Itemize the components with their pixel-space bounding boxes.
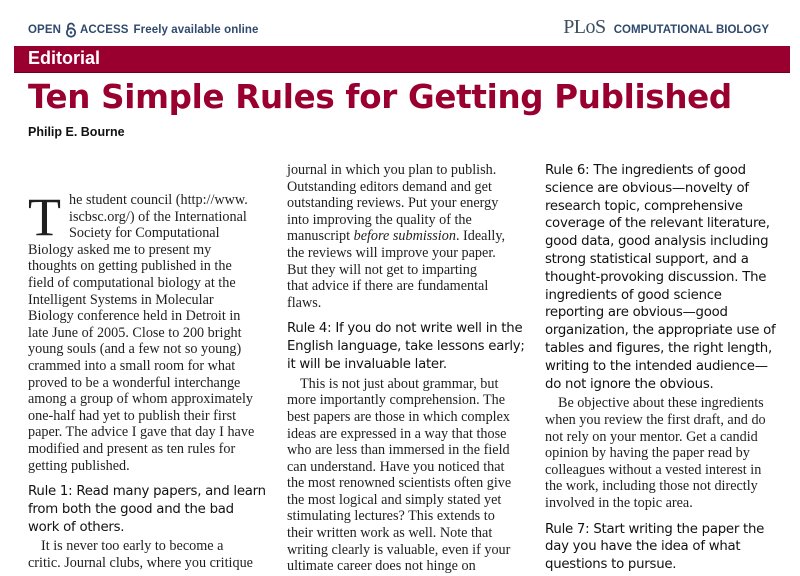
heading-line: English language, take lessons early; [287,339,525,355]
access-label: ACCESS [80,24,129,36]
open-lock-icon [65,22,77,38]
article-title: Ten Simple Rules for Getting Published [28,78,732,116]
text-line: the work, including those not directly [545,478,758,495]
text-line: stimulating lectures? This extends to [287,508,495,525]
text-line: he student council (http://www. [69,192,248,208]
text-line: into improving the quality of the [287,211,472,228]
heading-line: good data, good analysis including [545,234,769,250]
text-line: flaws. [287,294,322,311]
text-line: field of computational biology at the [28,274,236,291]
text-line: not rely on your mentor. Get a candid [545,428,758,445]
text-line: can understand. Have you noticed that [287,458,505,475]
rule-6-heading [545,162,781,393]
text-line: the reviews will improve your paper. [287,244,496,261]
drop-cap: T [28,187,61,247]
text-line: more importantly comprehension. The [287,392,506,409]
text-line: the most renowned scientists often give [287,475,512,492]
heading-line: coverage of the relevant literature, [545,216,770,232]
rule-1-heading [28,483,266,536]
section-bar [14,46,790,73]
text-line: Biology asked me to present my [28,241,212,258]
journal-name: COMPUTATIONAL BIOLOGY [613,24,769,36]
text-line: This is not just about grammar, but [300,375,499,392]
text-line: journal in which you plan to publish. [287,162,497,178]
section-label: Editorial [28,48,101,68]
text-line: who are less than immersed in the field [287,442,510,459]
text-line: modified and present as ten rules for [28,440,236,457]
text-line: ideas are expressed in a way that those [287,425,507,442]
text-line: proved to be a wonderful interchange [28,374,241,391]
heading-line: from both the good and the bad [28,501,234,517]
availability-label: Freely available online [133,24,259,36]
text-line: Society for Computational [69,225,220,242]
text-line: crammed into a small room for what [28,357,236,374]
text-line: Biology conference held in Detroit in [28,308,241,325]
text-fragment: manuscript [287,228,354,245]
emphasis-text: before submission [353,228,456,245]
heading-line: Rule 7: Start writing the paper the [545,521,765,537]
column-1 [28,187,266,572]
text-line: colleagues without a vested interest in [545,461,762,478]
rule-4-body [287,376,522,575]
text-line: Be objective about these ingredients [558,395,764,412]
text-line: young souls (and a few not so young) [28,341,242,358]
heading-line: Rule 6: The ingredients of good [545,163,746,178]
heading-line: Rule 1: Read many papers, and learn [28,484,266,500]
heading-line: do not ignore the obvious. [545,376,714,392]
text-line: thoughts on getting published in the [28,258,232,275]
rule-3-continuation [287,162,522,311]
text-line: Intelligent Systems in Molecular [28,291,214,308]
author-name: Philip E. Bourne [28,125,125,139]
text-line: their written work as well. Note that [287,525,493,542]
text-line: involved in the topic area. [545,494,693,511]
heading-line: thought-provoking discussion. The [545,269,767,285]
text-line: Outstanding editors demand and get [287,178,492,195]
heading-line: reporting are obvious—good [545,305,728,321]
heading-line: questions to pursue. [545,557,677,573]
text-line: when you review the first draft, and do [545,411,766,428]
text-line: best papers are those in which complex [287,408,510,425]
journal-logo [563,16,769,39]
text-line: paper. The advice I gave that day I have [28,424,255,441]
heading-line: it will be invaluable later. [287,356,447,372]
text-line: It is never too early to become a [41,538,224,555]
rule-1-body [28,538,260,571]
text-line: late June of 2005. Close to 200 bright [28,324,242,341]
column-2 [287,162,525,575]
heading-line: organization, the appropriate use of [545,323,776,339]
open-label: OPEN [28,24,61,36]
text-line: ultimate career does not hinge on [287,558,476,575]
text-line: that advice if there are fundamental [287,278,489,295]
rule-7-heading [545,521,781,574]
heading-line: ingredients of good science [545,287,722,303]
text-line: critic. Journal clubs, where you critique [28,555,253,572]
heading-line: strong statistical support, and a [545,251,749,267]
text-line: iscbsc.org/) of the International [69,208,247,225]
rule-4-heading [287,320,525,373]
intro-paragraph [28,187,260,474]
heading-line: work of others. [28,519,125,535]
text-line: the most logical and simply stated yet [287,491,502,508]
text-line: writing clearly is valuable, even if your [287,541,511,558]
text-line: among a group of whom approximately [28,391,253,408]
heading-line: Rule 4: If you do not write well in the [287,321,523,337]
text-fragment: . Ideally, [455,228,506,245]
text-line: one-half had yet to publish their first [28,407,237,424]
plos-logo: PLoS [563,16,606,38]
heading-line: science are obvious—novelty of [545,180,749,196]
heading-line: day you have the idea of what [545,539,741,555]
text-line [287,228,522,245]
text-line: outstanding reviews. Put your energy [287,195,499,212]
rule-6-body [545,395,781,511]
column-3 [545,162,781,576]
text-line: opinion by having the paper read by [545,445,750,462]
heading-line: writing to the intended audience— [545,358,768,374]
text-line: getting published. [28,457,130,474]
heading-line: tables and figures, the right length, [545,340,772,356]
open-access-banner [28,22,259,38]
heading-line: research topic, comprehensive [545,198,743,214]
text-line: But they will not get to imparting [287,261,477,278]
